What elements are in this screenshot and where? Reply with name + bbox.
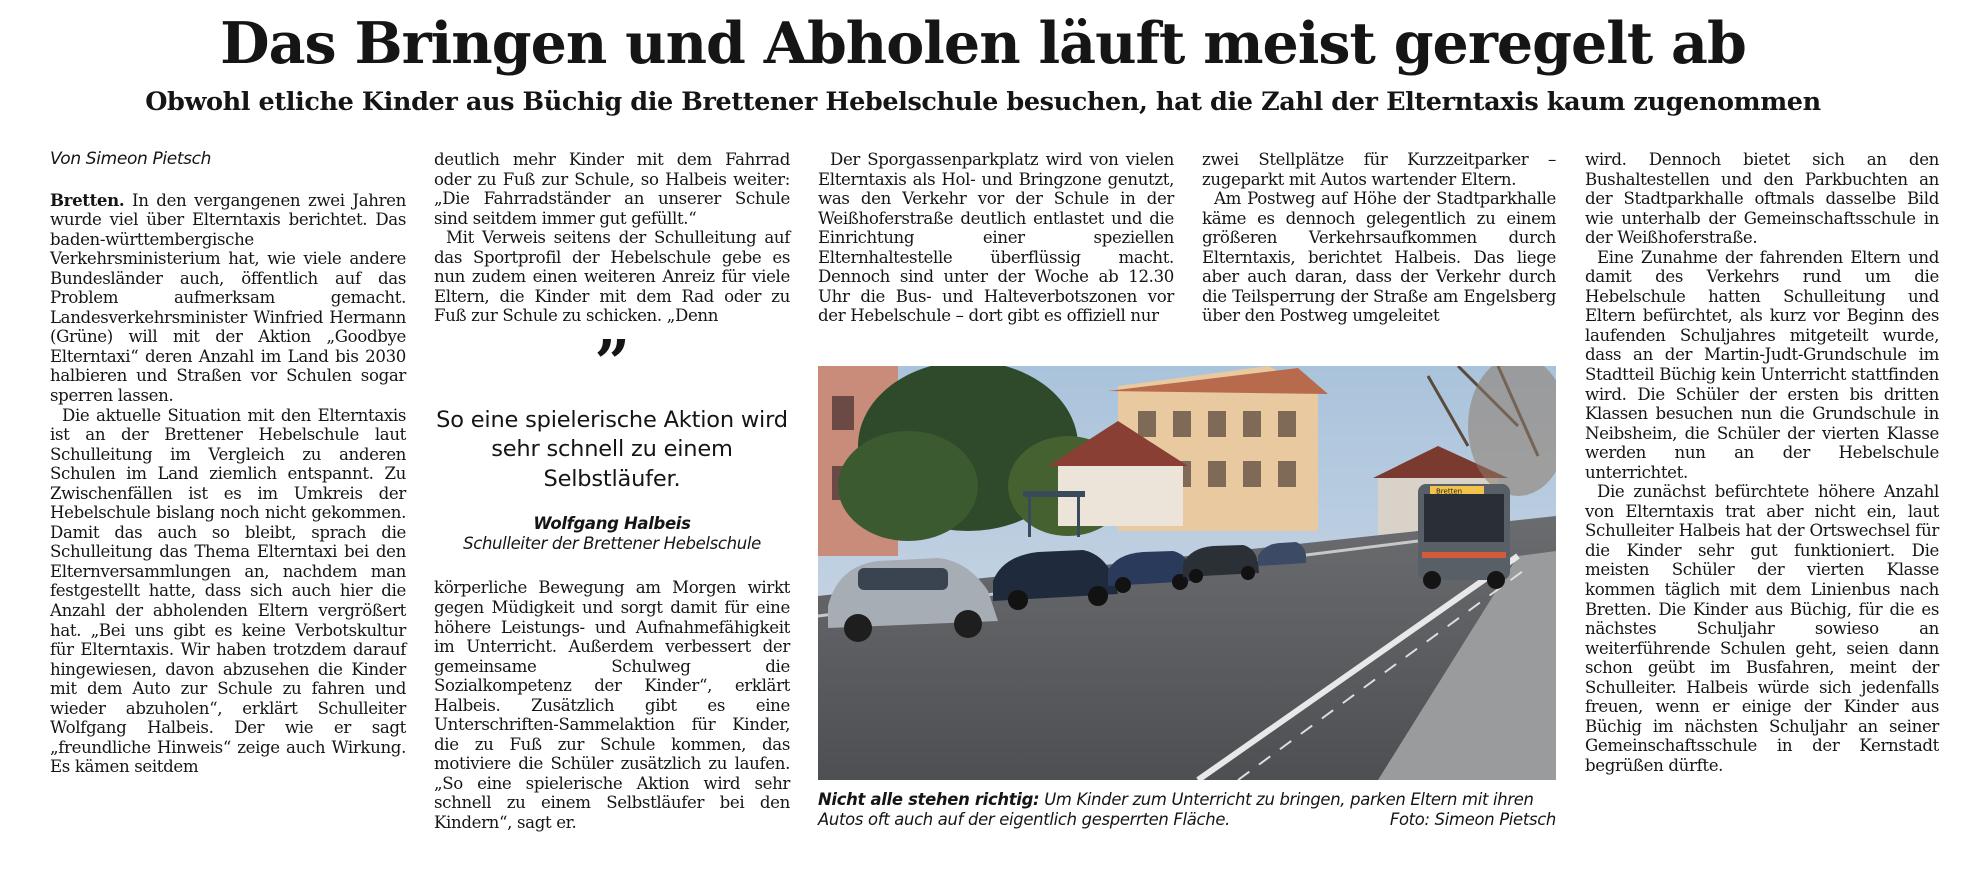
paragraph: Am Postweg auf Höhe der Stadtparkhalle käme es dennoch gelegentlich zu einem größeren Verkehrsaufkommen durch Elterntaxis, berichtet Halbeis. Das liege aber auch daran, dass der Verkehr durch die Teilsperrung der Straße am Engelsberg über den Postweg umgeleitet <box>1202 189 1556 326</box>
headline: Das Bringen und Abholen läuft meist geregelt ab <box>220 10 1746 77</box>
photo-caption <box>818 790 1556 830</box>
paragraph-text: In den vergangenen zwei Jahren wurde viel über Elterntaxis berichtet. Das baden-württembergische Verkehrsministerium hat, wie viele andere Bundesländer auch, öffentlich auf das Problem aufmerksam gemacht. Landesverkehrsminister Winfried Hermann (Grüne) will mit der Aktion „Goodbye Elterntaxi“ deren Anzahl im Land bis 2030 halbieren und Straßen vor Schulen sogar sperren lassen. <box>50 190 406 405</box>
paragraph: Die aktuelle Situation mit den Elterntaxis ist an der Brettener Hebelschule laut Schulleitung im Vergleich zu anderen Schulen im Land ziemlich entspannt. Zu Zwischenfällen ist es im Umkreis der Hebelschule bislang noch nicht gekommen. Damit das auch so bleibt, sprach die Schulleitung das Thema Elterntaxi bei den Elternversammlungen an, nachdem man festgestellt hatte, dass sich auch hier die Anzahl der abholenden Eltern vergrößert hat. „Bei uns gibt es keine Verbotskultur für Elterntaxis. Wir haben trotzdem darauf hingewiesen, davon abzusehen die Kinder mit dem Auto zur Schule zu fahren und wieder abzuholen“, erklärt Schulleiter Wolfgang Halbeis. Der wie er sagt „freundliche Hinweis“ zeige auch Wirkung. Es kämen seitdem <box>50 405 406 777</box>
article-column-3 <box>818 150 1174 326</box>
caption-text: Um Kinder zum Unterricht zu bringen, parken Eltern mit ihren Autos oft auch auf der eigentlich gesperrten Fläche. <box>818 790 1534 829</box>
article-column-5 <box>1585 150 1939 776</box>
photo-credit: Foto: Simeon Pietsch <box>1389 810 1556 829</box>
article-column-2 <box>434 150 790 833</box>
quote-author: Wolfgang Halbeis <box>533 514 691 534</box>
paragraph <box>50 191 406 406</box>
bus-destination-label: Bretten <box>1436 487 1463 496</box>
byline: Von Simeon Pietsch <box>50 149 212 169</box>
article-column-1 <box>50 150 406 777</box>
paragraph: Die zunächst befürchtete höhere Anzahl von Elterntaxis trat aber nicht ein, laut Schulleiter Halbeis hat der Ortswechsel für die Kinder sehr gut funktioniert. Die meisten Schüler der vierten Klasse kommen täglich mit dem Linienbus nach Bretten. Die Kinder aus Büchig, für die es nächstes Schuljahr sowieso an weiterführende Schulen geht, seien dann schon geübt im Busfahren, meint der Schulleiter. Halbeis würde sich jedenfalls freuen, wenn er einige der Kinder aus Büchig im nächsten Schuljahr an seiner Gemeinschaftsschule in der Kernstadt begrüßen dürfte. <box>1585 482 1939 775</box>
quote-text: So eine spielerische Aktion wird sehr schnell zu einem Selbstläufer. <box>436 406 788 492</box>
paragraph: Mit Verweis seitens der Schulleitung auf das Sportprofil der Hebelschule gebe es nun zudem einen weiteren Anreiz für viele Eltern, die Kinder mit dem Rad oder zu Fuß zur Schule zu schicken. „Denn <box>434 228 790 326</box>
paragraph: körperliche Bewegung am Morgen wirkt gegen Müdigkeit und sorgt damit für eine höhere Leistungs- und Aufnahmefähigkeit im Unterricht. Außerdem verbessert der gemeinsame Schulweg die Sozialkompetenz der Kinder“, erklärt Halbeis. Zusätzlich gibt es eine Unterschriften-Sammelaktion für Kinder, die zu Fuß zur Schule kommen, das motiviere die Schüler zusätzlich zu laufen. „So eine spielerische Aktion wird sehr schnell zu einem Selbstläufer bei den Kindern“, sagt er. <box>434 578 790 832</box>
paragraph: deutlich mehr Kinder mit dem Fahrrad oder zu Fuß zur Schule, so Halbeis weiter: „Die Fahrradständer an unserer Schule sind seitdem immer gut gefüllt.“ <box>434 150 790 228</box>
caption-lead: Nicht alle stehen richtig: <box>818 790 1040 809</box>
subheadline: Obwohl etliche Kinder aus Büchig die Brettener Hebelschule besuchen, hat die Zahl der Elterntaxis kaum zugenommen <box>145 87 1821 117</box>
street-scene-illustration <box>818 366 1556 780</box>
paragraph: Eine Zunahme der fahrenden Eltern und damit des Verkehrs rund um die Hebelschule hatten Schulleitung und Eltern befürchtet, als kurz vor Beginn des laufenden Schuljahres mitgeteilt wurde, dass an der Martin-Judt-Grundschule im Stadtteil Büchig kein Unterricht stattfinden wird. Die Schüler der ersten bis dritten Klassen besuchen nun die Grundschule in Neibsheim, die Schüler der vierten Klasse werden nun an der Hebelschule unterrichtet. <box>1585 247 1939 482</box>
dateline: Bretten. <box>50 189 125 210</box>
article-photo <box>818 366 1556 780</box>
article-column-4 <box>1202 150 1556 326</box>
pull-quote <box>434 325 790 555</box>
quote-author-role: Schulleiter der Brettener Hebelschule <box>463 534 761 554</box>
paragraph: Der Sporgassenparkplatz wird von vielen Elterntaxis als Hol- und Bringzone genutzt, was den Verkehr vor der Schule in der Weißhoferstraße deutlich entlastet und die Einrichtung einer speziellen Elternhaltestelle überflüssig macht. Dennoch sind unter der Woche ab 12.30 Uhr die Bus- und Halteverbotszonen vor der Hebelschule – dort gibt es offiziell nur <box>818 150 1174 326</box>
quote-mark-icon: ” <box>594 325 630 399</box>
paragraph: wird. Dennoch bietet sich an den Bushaltestellen und den Parkbuchten an der Stadtparkhalle oftmals dasselbe Bild wie unterhalb der Gemeinschaftsschule in der Weißhoferstraße. <box>1585 150 1939 248</box>
paragraph: zwei Stellplätze für Kurzzeitparker – zugeparkt mit Autos wartender Eltern. <box>1202 150 1556 189</box>
